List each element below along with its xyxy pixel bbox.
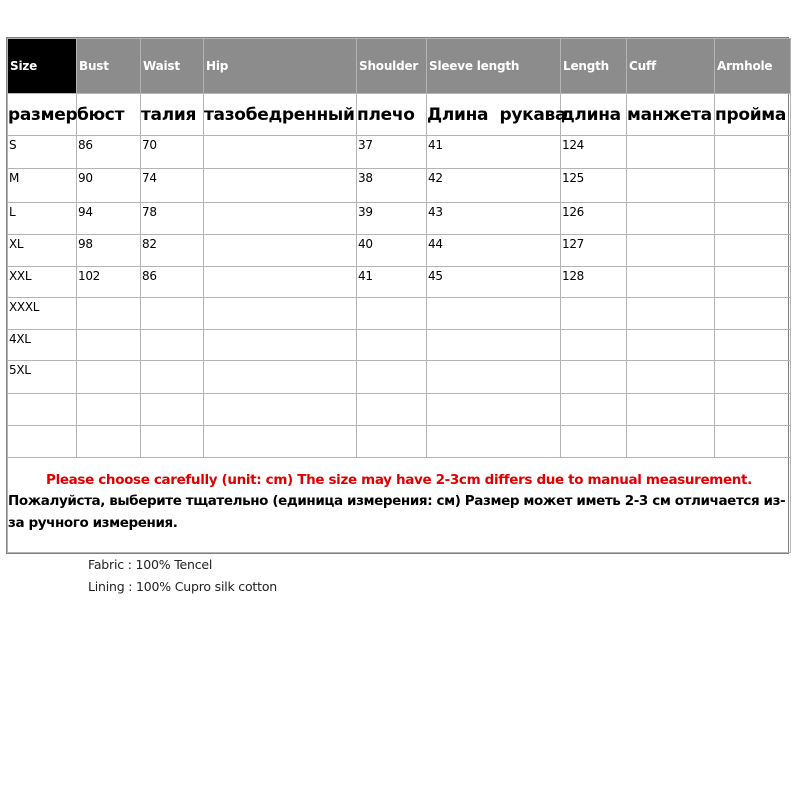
header-bust: Bust [77, 39, 141, 94]
cell-size: S [8, 136, 77, 169]
cell-hip [204, 169, 357, 203]
cell-shoulder [357, 361, 427, 394]
cell-cuff [627, 136, 715, 169]
cell-bust: 86 [77, 136, 141, 169]
cell-sleeve-length [427, 394, 561, 426]
fabric-line: Fabric : 100% Tencel [88, 557, 213, 572]
ru-header-cuff: манжета [627, 94, 715, 136]
cell-shoulder: 40 [357, 235, 427, 267]
header-waist: Waist [141, 39, 204, 94]
table-row [8, 203, 791, 235]
cell-cuff [627, 298, 715, 330]
cell-armhole [715, 426, 791, 458]
table-row [8, 330, 791, 361]
cell-waist [141, 394, 204, 426]
table-row [8, 235, 791, 267]
header-size: Size [8, 39, 77, 94]
cell-waist: 82 [141, 235, 204, 267]
table-row [8, 169, 791, 203]
cell-cuff [627, 267, 715, 298]
cell-bust [77, 394, 141, 426]
header-armhole: Armhole [715, 39, 791, 94]
cell-length: 125 [561, 169, 627, 203]
cell-cuff [627, 330, 715, 361]
table-row [8, 426, 791, 458]
header-sleeve-length: Sleeve length [427, 39, 561, 94]
cell-length: 126 [561, 203, 627, 235]
cell-hip [204, 361, 357, 394]
cell-bust [77, 298, 141, 330]
cell-sleeve-length: 43 [427, 203, 561, 235]
cell-waist [141, 426, 204, 458]
cell-length [561, 361, 627, 394]
cell-hip [204, 203, 357, 235]
cell-armhole [715, 361, 791, 394]
cell-hip [204, 330, 357, 361]
cell-shoulder [357, 426, 427, 458]
cell-shoulder: 37 [357, 136, 427, 169]
cell-waist: 86 [141, 267, 204, 298]
ru-header-size: размер [8, 94, 77, 136]
table-row [8, 361, 791, 394]
note-row [8, 458, 791, 553]
cell-armhole [715, 298, 791, 330]
cell-size: 5XL [8, 361, 77, 394]
cell-size [8, 394, 77, 426]
ru-header-length: длина [561, 94, 627, 136]
cell-cuff [627, 361, 715, 394]
cell-sleeve-length: 45 [427, 267, 561, 298]
cell-size: XL [8, 235, 77, 267]
cell-shoulder: 41 [357, 267, 427, 298]
table-row [8, 136, 791, 169]
cell-length: 128 [561, 267, 627, 298]
cell-waist [141, 330, 204, 361]
cell-armhole [715, 330, 791, 361]
cell-hip [204, 426, 357, 458]
note-english: Please choose carefully (unit: cm) The size may have 2-3cm differs due to manual measurement. [46, 472, 752, 488]
cell-shoulder [357, 298, 427, 330]
cell-hip [204, 298, 357, 330]
cell-length: 124 [561, 136, 627, 169]
cell-size: XXXL [8, 298, 77, 330]
cell-size: M [8, 169, 77, 203]
cell-cuff [627, 203, 715, 235]
table-row [8, 267, 791, 298]
cell-size [8, 426, 77, 458]
cell-hip [204, 394, 357, 426]
cell-sleeve-length [427, 426, 561, 458]
cell-cuff [627, 235, 715, 267]
ru-header-bust: бюст [77, 94, 141, 136]
header-shoulder: Shoulder [357, 39, 427, 94]
cell-waist [141, 361, 204, 394]
cell-bust [77, 330, 141, 361]
cell-armhole [715, 203, 791, 235]
cell-bust [77, 426, 141, 458]
cell-hip [204, 136, 357, 169]
cell-waist: 78 [141, 203, 204, 235]
header-hip: Hip [204, 39, 357, 94]
cell-sleeve-length [427, 298, 561, 330]
note-russian: Пожалуйста, выберите тщательно (единица измерения: см) Размер может иметь 2-3 см отличается из-за ручного измерения. [8, 493, 786, 531]
ru-header-sleeve-length: Длина рукава [427, 94, 561, 136]
cell-sleeve-length: 42 [427, 169, 561, 203]
cell-cuff [627, 426, 715, 458]
table-row [8, 394, 791, 426]
ru-header-hip: тазобедренный [204, 94, 357, 136]
cell-shoulder [357, 394, 427, 426]
cell-armhole [715, 235, 791, 267]
cell-bust: 98 [77, 235, 141, 267]
cell-cuff [627, 169, 715, 203]
cell-waist: 74 [141, 169, 204, 203]
cell-armhole [715, 136, 791, 169]
cell-waist: 70 [141, 136, 204, 169]
russian-header-row [8, 94, 791, 136]
ru-header-waist: талия [141, 94, 204, 136]
cell-size: 4XL [8, 330, 77, 361]
ru-header-armhole: пройма [715, 94, 791, 136]
cell-bust [77, 361, 141, 394]
english-header-row [8, 39, 791, 94]
cell-length [561, 426, 627, 458]
fabric-info [88, 554, 277, 598]
cell-length: 127 [561, 235, 627, 267]
cell-armhole [715, 394, 791, 426]
cell-length [561, 298, 627, 330]
header-cuff: Cuff [627, 39, 715, 94]
cell-sleeve-length: 44 [427, 235, 561, 267]
size-table [7, 38, 791, 553]
cell-hip [204, 235, 357, 267]
cell-length [561, 394, 627, 426]
cell-waist [141, 298, 204, 330]
cell-sleeve-length [427, 361, 561, 394]
cell-armhole [715, 169, 791, 203]
cell-armhole [715, 267, 791, 298]
size-chart [6, 37, 789, 554]
ru-header-shoulder: плечо [357, 94, 427, 136]
cell-bust: 90 [77, 169, 141, 203]
cell-size: XXL [8, 267, 77, 298]
cell-size: L [8, 203, 77, 235]
lining-line: Lining : 100% Cupro silk cotton [88, 579, 277, 594]
cell-cuff [627, 394, 715, 426]
cell-shoulder: 39 [357, 203, 427, 235]
cell-shoulder: 38 [357, 169, 427, 203]
cell-length [561, 330, 627, 361]
cell-sleeve-length: 41 [427, 136, 561, 169]
size-rows [8, 136, 791, 458]
cell-sleeve-length [427, 330, 561, 361]
cell-shoulder [357, 330, 427, 361]
table-row [8, 298, 791, 330]
cell-hip [204, 267, 357, 298]
header-length: Length [561, 39, 627, 94]
note-cell [8, 458, 791, 553]
cell-bust: 94 [77, 203, 141, 235]
cell-bust: 102 [77, 267, 141, 298]
